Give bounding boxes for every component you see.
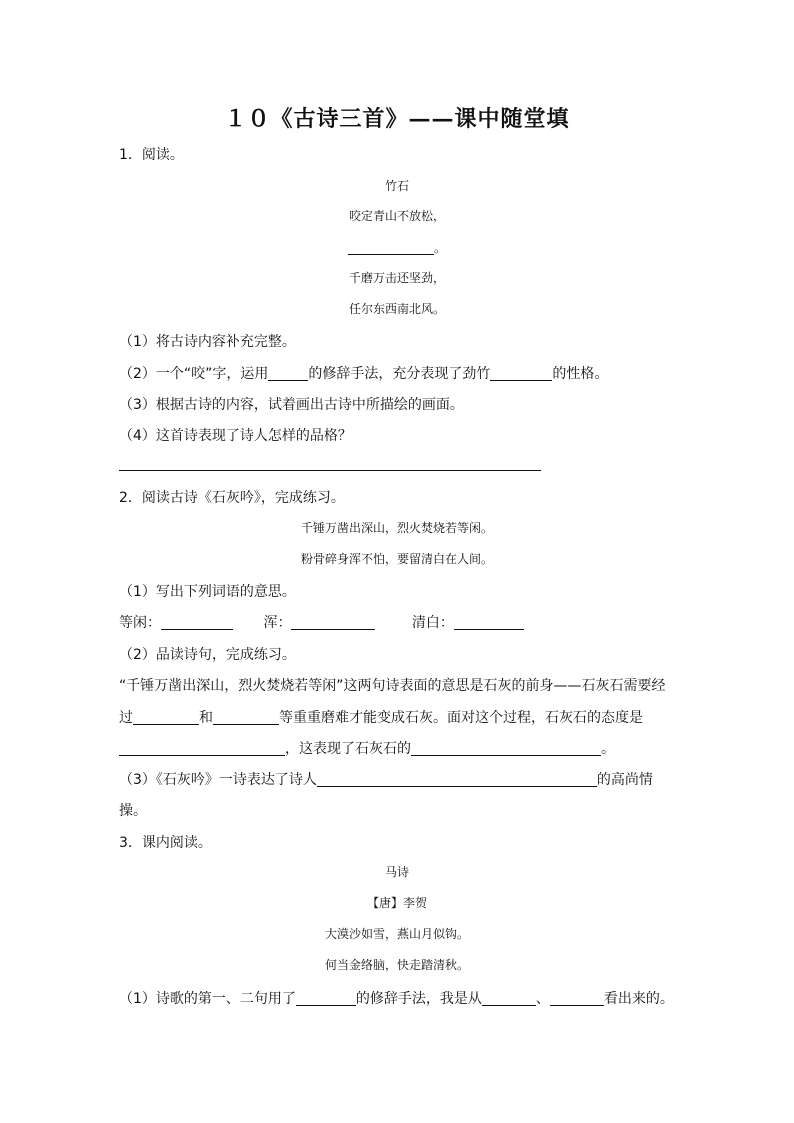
q3-poem-author: 【唐】李贺 — [366, 896, 427, 910]
answer-blank[interactable] — [133, 710, 199, 725]
q3-poem-title: 马诗 — [384, 865, 409, 879]
q2-paragraph-line: 过 和 等重重磨难才能变成石灰。面对这个过程，石灰石的态度是 — [119, 710, 643, 726]
q3-heading: 3．课内阅读。 — [119, 835, 212, 851]
answer-blank[interactable] — [454, 615, 524, 630]
answer-blank[interactable] — [411, 741, 601, 756]
answer-blank[interactable] — [119, 741, 285, 756]
q2-word-meanings: 等闲： 浑： 清白： — [119, 614, 524, 632]
q2-sub3: （3）《石灰吟》一诗表达了诗人 的高尚情 — [119, 772, 653, 788]
q2-sub3-cont: 操。 — [119, 803, 147, 819]
q2-poem-line: 粉骨碎身浑不怕，要留清白在人间。 — [300, 552, 493, 566]
q2-poem-line: 千锤万凿出深山，烈火焚烧若等闲。 — [300, 521, 493, 535]
q2-paragraph-line: “千锤万凿出深山，烈火焚烧若等闲”这两句诗表面的意思是石灰的前身——石灰石需要经 — [119, 678, 666, 694]
q2-heading: 2．阅读古诗《石灰吟》，完成练习。 — [119, 490, 345, 506]
q3-sub1: （1）诗歌的第一、二句用了 的修辞手法，我是从 、 看出来的。 — [119, 991, 674, 1007]
page-title: １０《古诗三首》——课中随堂填 — [224, 106, 570, 132]
answer-blank[interactable] — [291, 615, 375, 630]
answer-blank[interactable] — [296, 991, 356, 1006]
q3-poem-line: 大漠沙如雪，燕山月似钩。 — [324, 927, 469, 941]
answer-blank[interactable] — [317, 772, 597, 787]
q2-sub2: （2）品读诗句，完成练习。 — [119, 647, 296, 663]
q1-sub4: （4）这首诗表现了诗人怎样的品格？ — [119, 428, 352, 444]
answer-blank[interactable] — [482, 991, 536, 1006]
answer-line[interactable] — [119, 470, 541, 471]
q2-sub1: （1）写出下列词语的意思。 — [119, 584, 296, 600]
answer-blank[interactable] — [490, 366, 552, 381]
answer-blank[interactable] — [550, 991, 604, 1006]
q1-sub1: （1）将古诗内容补充完整。 — [119, 334, 296, 350]
q1-poem-title: 竹石 — [384, 179, 409, 193]
q2-paragraph-line: ，这表现了石灰石的 。 — [119, 740, 615, 758]
answer-blank[interactable] — [213, 710, 279, 725]
q1-poem-line: 千磨万击还坚劲， — [348, 271, 445, 285]
q1-poem-line: 任尔东西南北风。 — [348, 302, 445, 316]
q1-sub2: （2）一个“咬”字，运用 的修辞手法，充分表现了劲竹 的性格。 — [119, 366, 609, 382]
q1-heading: 1．阅读。 — [119, 147, 184, 163]
q1-poem-line-blank: 。 — [0, 240, 794, 256]
answer-blank[interactable] — [268, 366, 308, 381]
answer-blank[interactable] — [348, 240, 434, 255]
answer-blank[interactable] — [161, 615, 233, 630]
q3-poem-line: 何当金络脑，快走踏清秋。 — [324, 958, 469, 972]
q1-sub3: （3）根据古诗的内容，试着画出古诗中所描绘的画面。 — [119, 397, 464, 413]
q1-poem-line: 咬定青山不放松， — [348, 209, 445, 223]
